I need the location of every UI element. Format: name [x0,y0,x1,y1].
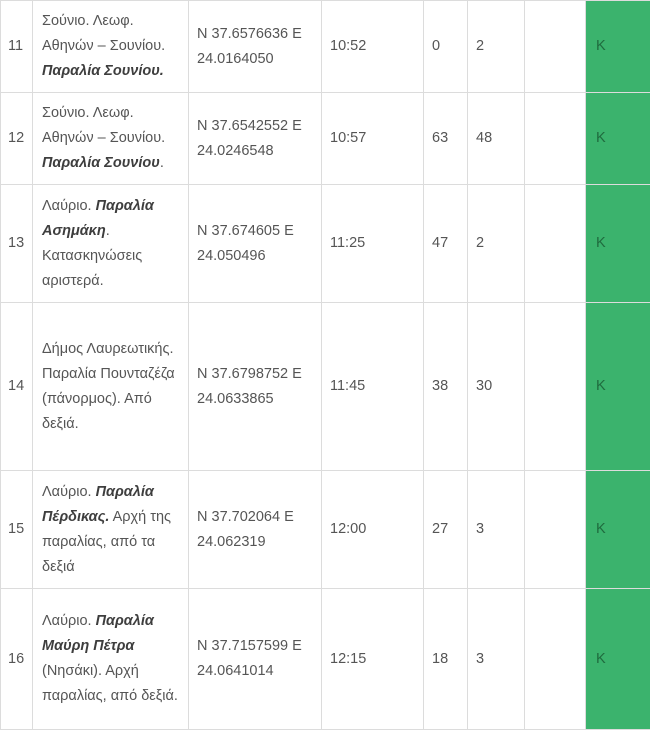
empty-cell [525,589,586,730]
table-row [1,303,650,471]
status-cell: K [586,93,650,185]
location-cell [33,185,189,303]
place-name: Παραλία Ασημάκη [42,198,154,239]
place-name: Παραλία Σουνίου. [42,63,164,79]
table-row [1,589,650,730]
value-cell-a: 38 [424,303,468,471]
location-trail: . Κατασκηνώσεις αριστερά. [42,223,142,289]
value-cell-a: 47 [424,185,468,303]
location-cell [33,1,189,93]
time-cell: 10:57 [322,93,424,185]
value-cell-a: 0 [424,1,468,93]
coordinates-cell: N 37.7157599 E 24.0641014 [189,589,322,730]
location-trail: . [160,155,164,171]
status-cell: K [586,1,650,93]
location-text: Λαύριο. [42,484,92,500]
row-number: 15 [1,471,33,589]
value-cell-b: 2 [468,185,525,303]
place-name: Παραλία Σουνίου [42,155,160,171]
location-text: Λαύριο. [42,198,92,214]
value-cell-b: 2 [468,1,525,93]
row-number: 12 [1,93,33,185]
value-cell-b: 30 [468,303,525,471]
value-cell-b: 3 [468,471,525,589]
coordinates-cell: N 37.674605 E 24.050496 [189,185,322,303]
empty-cell [525,303,586,471]
location-cell [33,589,189,730]
location-text: Σούνιο. Λεωφ. Αθηνών – Σουνίου. [42,13,165,54]
table-row [1,471,650,589]
status-cell: K [586,471,650,589]
value-cell-b: 48 [468,93,525,185]
location-cell [33,93,189,185]
status-cell: K [586,589,650,730]
row-number: 11 [1,1,33,93]
location-cell [33,303,189,471]
place-name: Παραλία Πέρδικας. [42,484,154,525]
empty-cell [525,1,586,93]
location-cell [33,471,189,589]
time-cell: 12:15 [322,589,424,730]
table-row [1,185,650,303]
time-cell: 10:52 [322,1,424,93]
time-cell: 12:00 [322,471,424,589]
empty-cell [525,185,586,303]
row-number: 13 [1,185,33,303]
coordinates-cell: N 37.702064 E 24.062319 [189,471,322,589]
time-cell: 11:25 [322,185,424,303]
location-text: Σούνιο. Λεωφ. Αθηνών – Σουνίου. [42,105,165,146]
value-cell-a: 18 [424,589,468,730]
table-row [1,93,650,185]
place-name: Παραλία Μαύρη Πέτρα [42,613,154,654]
location-text: Δήμος Λαυρεωτικής. Παραλία Πουνταζέζα (πάνορμος). Από δεξιά. [42,341,175,432]
coordinates-cell: N 37.6798752 E 24.0633865 [189,303,322,471]
row-number: 16 [1,589,33,730]
coordinates-cell: N 37.6576636 E 24.0164050 [189,1,322,93]
table-row [1,1,650,93]
value-cell-a: 27 [424,471,468,589]
row-number: 14 [1,303,33,471]
empty-cell [525,471,586,589]
status-cell: K [586,185,650,303]
empty-cell [525,93,586,185]
time-cell: 11:45 [322,303,424,471]
value-cell-b: 3 [468,589,525,730]
value-cell-a: 63 [424,93,468,185]
location-text: Λαύριο. [42,613,92,629]
location-trail: (Νησάκι). Αρχή παραλίας, από δεξιά. [42,663,178,704]
status-cell: K [586,303,650,471]
location-trail: Αρχή της παραλίας, από τα δεξιά [42,509,171,575]
coordinates-cell: N 37.6542552 E 24.0246548 [189,93,322,185]
